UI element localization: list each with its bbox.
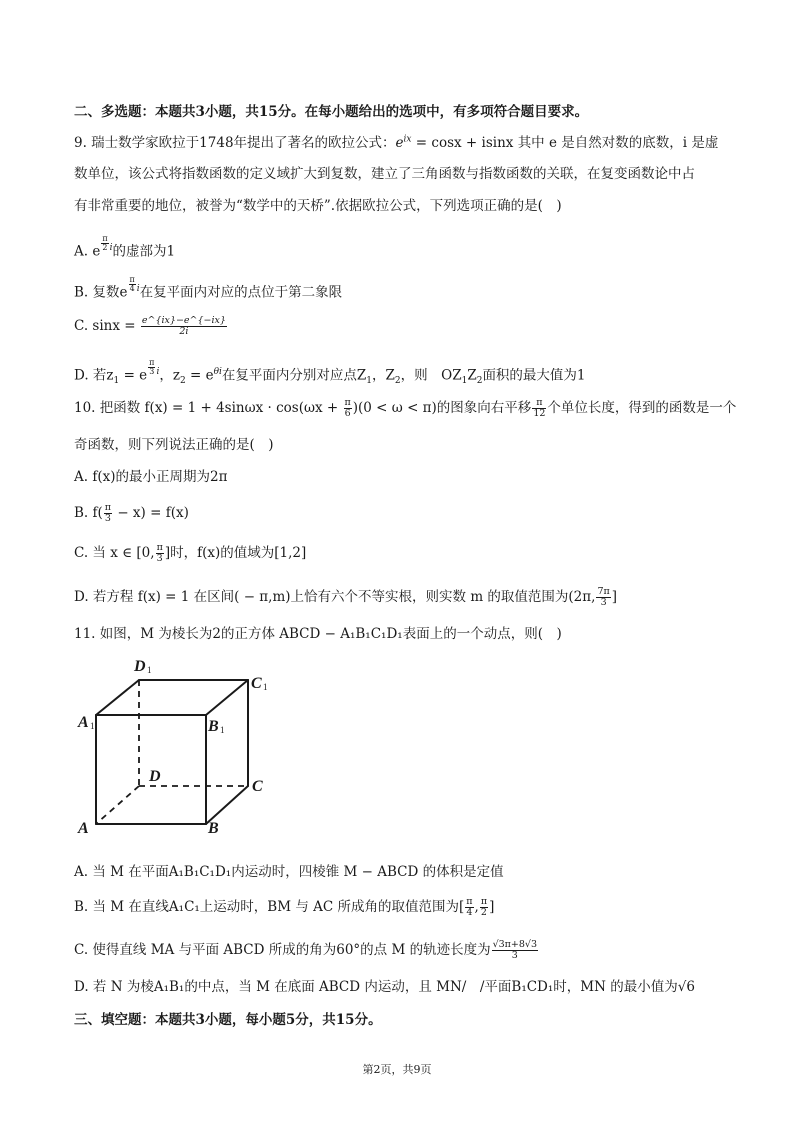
q10-optD-num: 7π — [597, 586, 610, 597]
q9-line1-text-b: 其中 e 是自然对数的底数，i 是虚 — [517, 135, 719, 151]
sub-C1: 1 — [263, 682, 268, 692]
q11-option-a: A. 当 M 在平面A₁B₁C₁D₁内运动时，四棱锥 M − ABCD 的体积是定值 — [74, 864, 504, 880]
q9-optA-exp-frac — [101, 235, 108, 252]
label-D: D — [149, 768, 161, 785]
sub-D1: 1 — [147, 665, 152, 675]
q9-optD-mid5: ，Z — [372, 367, 395, 384]
q10-line-1 — [74, 398, 736, 419]
q9-optA-exp-i: i — [109, 243, 113, 253]
q10-frac1-den: 6 — [344, 408, 351, 419]
q11-optB-n2: π — [480, 896, 488, 907]
q9-optD-exp-frac — [148, 359, 155, 376]
edge-CB — [206, 786, 248, 824]
q10-optB-frac — [104, 503, 112, 524]
q10-optC-frac — [156, 543, 164, 564]
q9-optC-lhs: C. sinx = — [74, 318, 140, 334]
q10-optB-post: − x) = f(x) — [113, 505, 189, 521]
section-3-header: 三、填空题：本题共3小题，每小题5分，共15分。 — [74, 1012, 382, 1028]
q9-optD-exp-den: 3 — [149, 367, 155, 376]
q10-optB-pre: B. f( — [74, 505, 103, 521]
q10-frac1-num: π — [344, 397, 351, 408]
q9-optD-pre: D. 若z — [74, 367, 114, 384]
q10-line-2: 奇函数，则下列说法正确的是( ) — [74, 437, 274, 453]
q9-optD-exp2: θi — [213, 367, 222, 377]
q9-euler-base: e — [395, 135, 404, 151]
q9-optA-base: A. e — [74, 243, 101, 260]
q10-optC-num: π — [156, 542, 163, 553]
q10-line1-c: 个单位长度，得到的函数是一个 — [547, 400, 737, 416]
q9-optA-exp-den: 2 — [102, 243, 108, 252]
q10-line1-b: )(0 < ω < π)的图象向右平移 — [352, 400, 532, 416]
q11-optB-d2: 2 — [480, 907, 487, 918]
q11-option-c — [74, 940, 539, 961]
label-A1: A — [78, 714, 89, 731]
label-C: C — [252, 778, 263, 795]
q10-frac2-den: 12 — [533, 408, 546, 419]
q9-optA-exp-num: π — [102, 234, 108, 243]
edge-A1D1 — [96, 680, 139, 715]
q9-optD-mid1: = e — [119, 367, 148, 384]
edge-C1B1 — [206, 680, 248, 715]
q10-frac2-num: π — [532, 398, 546, 409]
q11-optC-pre: C. 使得直线 MA 与平面 ABCD 所成的角为60°的点 M 的轨迹长度为 — [74, 942, 491, 958]
q11-optB-pre: B. 当 M 在直线A₁C₁上运动时，BM 与 AC 所成角的取值范围为[ — [74, 899, 465, 915]
q9-optC-num: e^{ix}−e^{−ix} — [141, 315, 226, 326]
q9-optB-base: B. 复数e — [74, 284, 128, 301]
q9-optB-exp-i: i — [136, 284, 140, 294]
q11-optB-mid: , — [474, 899, 479, 915]
q10-optB-num: π — [104, 502, 112, 513]
q10-frac-1 — [344, 398, 352, 419]
q11-optB-d1: 4 — [466, 907, 473, 918]
q9-optB-exp-num: π — [129, 275, 135, 284]
q10-frac-2 — [532, 398, 546, 419]
q9-optD-mid7: Z — [467, 367, 477, 384]
q9-optD-mid3: = e — [185, 367, 214, 384]
q11-optC-num: √3π+8√3 — [492, 939, 538, 950]
q9-option-d: D. 若$z_1 = e$ $\frac{\pi}{3}$ $^i$，$z_2 = e^{\theta i}$在复平面内分别对应点$Z_1$，$Z_2$，则 $OZ_1Z_2$面积的最大值为1 — [74, 358, 586, 387]
q11-optC-den: 3 — [511, 950, 518, 961]
q10-optC-post: ]时，f(x)的值域为[1,2] — [164, 545, 307, 561]
q9-optC-frac — [141, 316, 227, 337]
q9-line-3: 有非常重要的地位，被誉为“数学中的天桥”.依据欧拉公式，下列选项正确的是( ) — [74, 198, 562, 214]
q11-optB-n1: π — [466, 896, 473, 907]
q9-optD-mid4: 在复平面内分别对应点Z — [221, 367, 367, 384]
q10-option-d — [74, 587, 617, 608]
label-A: A — [78, 820, 89, 837]
label-D1: D — [134, 658, 146, 675]
edge-DA-hidden — [96, 786, 139, 824]
q9-optD-mid2: ，z — [159, 367, 180, 384]
q9-optD-mid6: ，则 OZ — [400, 367, 462, 384]
q11-option-b — [74, 897, 494, 918]
q11-option-d: D. 若 N 为棱A₁B₁的中点，当 M 在底面 ABCD 内运动，且 MN/ /平面B₁CD₁时，MN 的最小值为√6 — [74, 979, 695, 995]
q10-optC-den: 3 — [156, 553, 163, 564]
cube-figure — [74, 653, 274, 840]
q9-optD-exp-i: i — [156, 367, 160, 377]
q9-optD-post: 面积的最大值为1 — [482, 367, 586, 384]
q9-optB-text: 在复平面内对应的点位于第二象限 — [139, 284, 343, 301]
section-2-header: 二、多选题：本题共3小题，共15分。在每小题给出的选项中，有多项符合题目要求。 — [74, 104, 589, 120]
page-footer: 第2页，共9页 — [362, 1063, 432, 1076]
label-B1: B — [208, 718, 219, 735]
q11-line-1: 11. 如图，M 为棱长为2的正方体 ABCD − A₁B₁C₁D₁表面上的一个动点，则( ) — [74, 626, 562, 642]
label-C1: C — [251, 675, 262, 692]
sub-B1: 1 — [220, 725, 225, 735]
q10-optD-post: ] — [611, 589, 618, 605]
q11-optC-frac — [492, 940, 538, 961]
q9-euler-rhs: = cosx + isinx — [411, 135, 518, 151]
q10-optC-pre: C. 当 x ∈ [0, — [74, 545, 155, 561]
q10-option-c — [74, 543, 306, 564]
sub-A1: 1 — [90, 721, 95, 731]
q10-option-a: A. f(x)的最小正周期为2π — [74, 469, 228, 485]
q10-optD-frac — [596, 587, 610, 608]
q9-optA-text: 的虚部为1 — [112, 243, 176, 260]
q9-line-1 — [74, 133, 718, 153]
q9-euler-exponent: ix — [403, 134, 412, 145]
q9-optC-den: 2i — [179, 326, 189, 337]
q9-optB-exp-den: 4 — [129, 284, 135, 293]
q11-optB-post: ] — [489, 899, 495, 915]
q9-option-b — [74, 276, 342, 303]
q10-optD-pre: D. 若方程 f(x) = 1 在区间( − π,m)上恰有六个不等实根，则实数 m 的取值范围为(2π, — [74, 589, 596, 605]
q10-optD-den: 3 — [600, 597, 607, 608]
q9-line-2: 数单位，该公式将指数函数的定义域扩大到复数，建立了三角函数与指数函数的关联，在复变函数论中占 — [74, 166, 695, 182]
q9-line1-text-a: 9. 瑞士数学家欧拉于1748年提出了著名的欧拉公式： — [74, 135, 396, 151]
q9-option-a — [74, 235, 175, 262]
q9-optB-exp-frac — [129, 276, 136, 293]
q10-line1-a: 10. 把函数 f(x) = 1 + 4sinωx · cos(ωx + — [74, 400, 343, 416]
q9-option-c — [74, 316, 228, 337]
q11-optB-frac1 — [465, 897, 473, 918]
q9-optD-exp-num: π — [149, 358, 155, 367]
q10-option-b — [74, 503, 189, 524]
q10-optB-den: 3 — [104, 513, 111, 524]
q11-optB-frac2 — [480, 897, 488, 918]
label-B: B — [208, 820, 219, 837]
